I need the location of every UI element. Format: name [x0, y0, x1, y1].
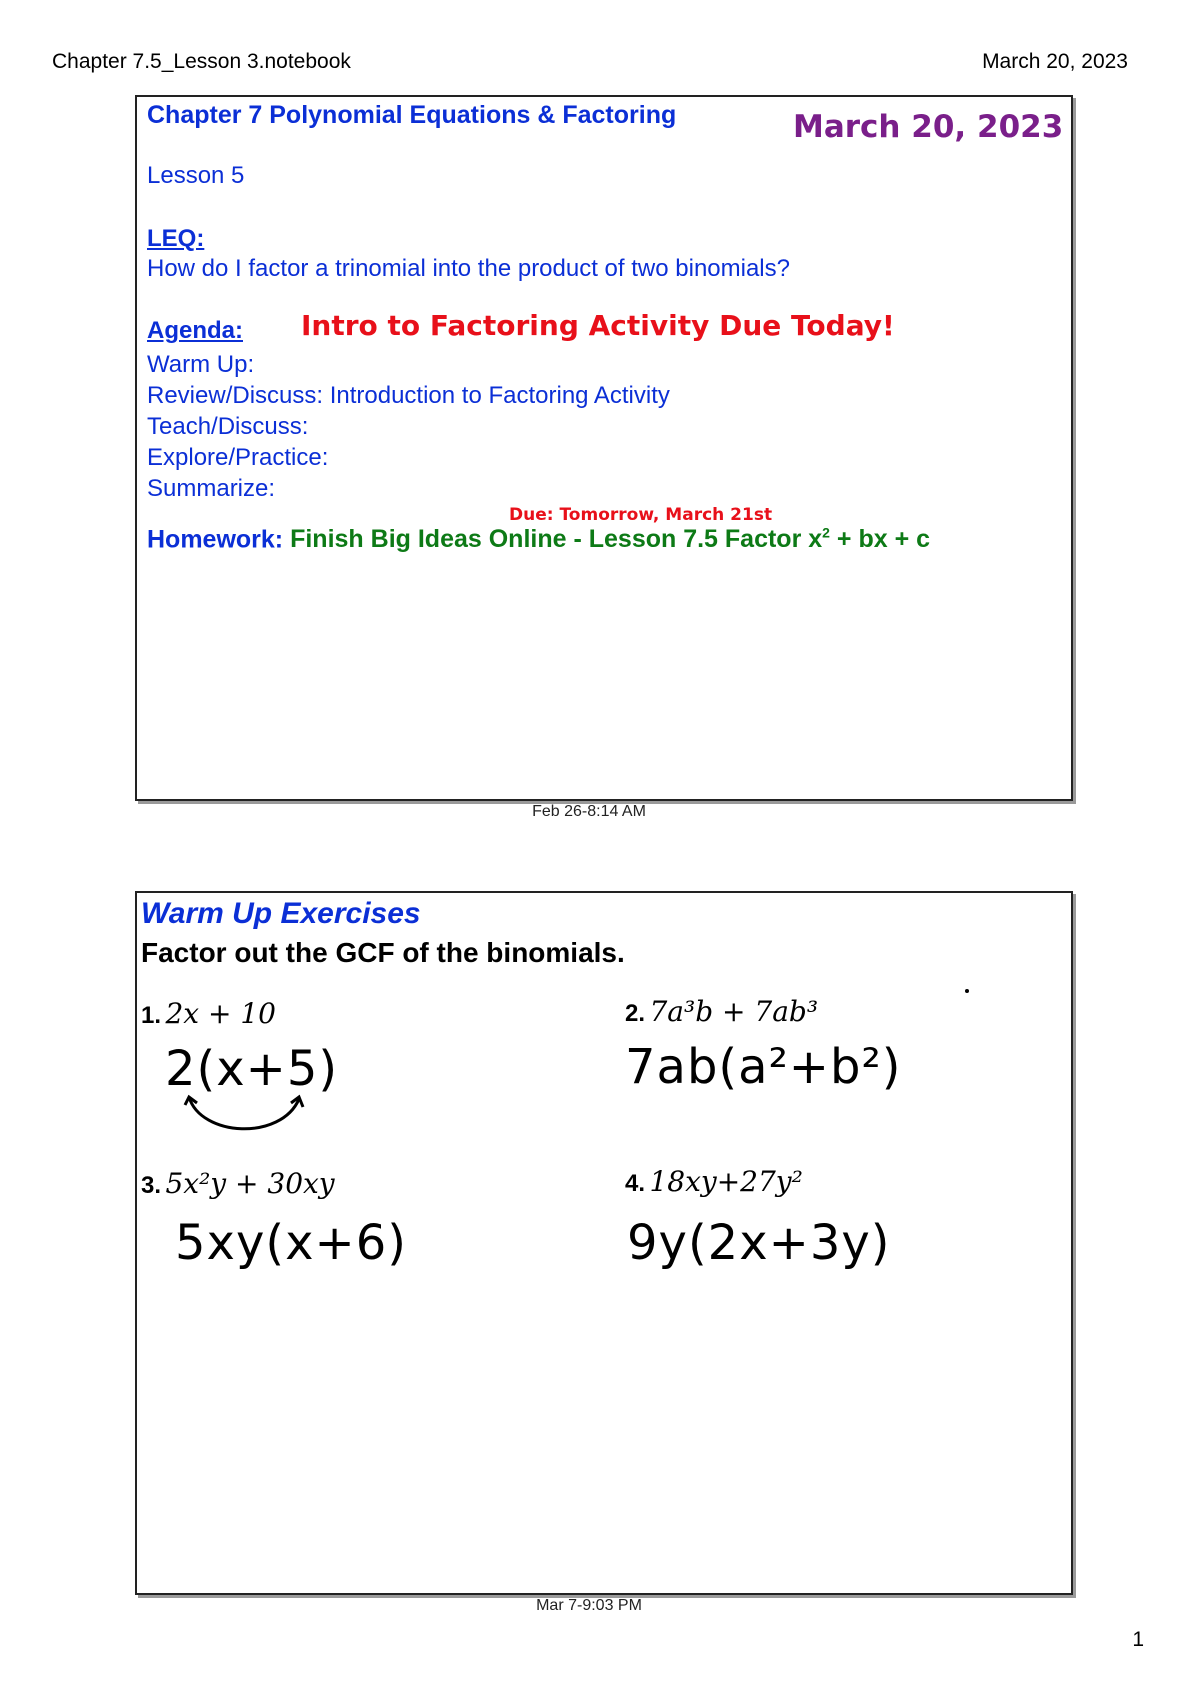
stray-mark: [965, 989, 969, 993]
agenda-label: Agenda:: [147, 317, 243, 344]
warmup-title: Warm Up Exercises: [141, 897, 421, 930]
homework-due-note: Due: Tomorrow, March 21st: [509, 505, 773, 525]
problem-3-answer: 5xy(x+6): [175, 1215, 407, 1271]
agenda-item: Explore/Practice:: [147, 444, 329, 471]
problem-4-answer: 9y(2x+3y): [627, 1215, 891, 1271]
leq-label: LEQ:: [147, 225, 205, 252]
problem-3: [141, 1167, 335, 1200]
problem-expression: 2x + 10: [165, 997, 276, 1030]
problem-number: 1.: [141, 1002, 162, 1029]
document-date: March 20, 2023: [982, 50, 1128, 73]
slide-2: [135, 891, 1073, 1595]
leq-question: How do I factor a trinomial into the product of two binomials?: [147, 255, 790, 282]
homework-label: Homework:: [147, 525, 284, 554]
problem-1: [141, 997, 276, 1030]
slide-1-timestamp: Feb 26-8:14 AM: [532, 803, 646, 820]
agenda-item: Review/Discuss: Introduction to Factoring Activity: [147, 382, 670, 409]
lesson-label: Lesson 5: [147, 162, 245, 189]
agenda-item: Warm Up:: [147, 351, 255, 378]
handwritten-date: March 20, 2023: [793, 109, 1064, 145]
slide-1: [135, 95, 1073, 801]
page-number: 1: [1132, 1628, 1144, 1651]
agenda-item: Teach/Discuss:: [147, 413, 309, 440]
homework-line: [147, 525, 930, 554]
homework-text: Finish Big Ideas Online - Lesson 7.5 Factor $x^2$ + bx + c: [290, 525, 931, 554]
chapter-title: Chapter 7 Polynomial Equations & Factoring: [147, 101, 677, 129]
problem-2-answer: 7ab(a²+b²): [625, 1039, 902, 1095]
problem-2: [625, 995, 818, 1028]
problem-expression: 7a³b + 7ab³: [649, 995, 819, 1028]
document-title: Chapter 7.5_Lesson 3.notebook: [52, 50, 351, 73]
problem-expression: 18xy+27y²: [649, 1165, 803, 1198]
agenda-list: [147, 349, 670, 504]
slide-2-timestamp: Mar 7-9:03 PM: [536, 1597, 642, 1614]
agenda-item: Summarize:: [147, 475, 276, 502]
problem-number: 4.: [625, 1170, 646, 1197]
problem-number: 3.: [141, 1172, 162, 1199]
problem-expression: 5x²y + 30xy: [165, 1167, 335, 1200]
due-today-note: Intro to Factoring Activity Due Today!: [301, 309, 895, 342]
distribution-arrow: [181, 1093, 311, 1139]
problem-number: 2.: [625, 1000, 646, 1027]
warmup-instruction: Factor out the GCF of the binomials.: [141, 937, 625, 968]
problem-4: [625, 1165, 803, 1198]
problem-1-answer: 2(x+5): [165, 1041, 339, 1097]
